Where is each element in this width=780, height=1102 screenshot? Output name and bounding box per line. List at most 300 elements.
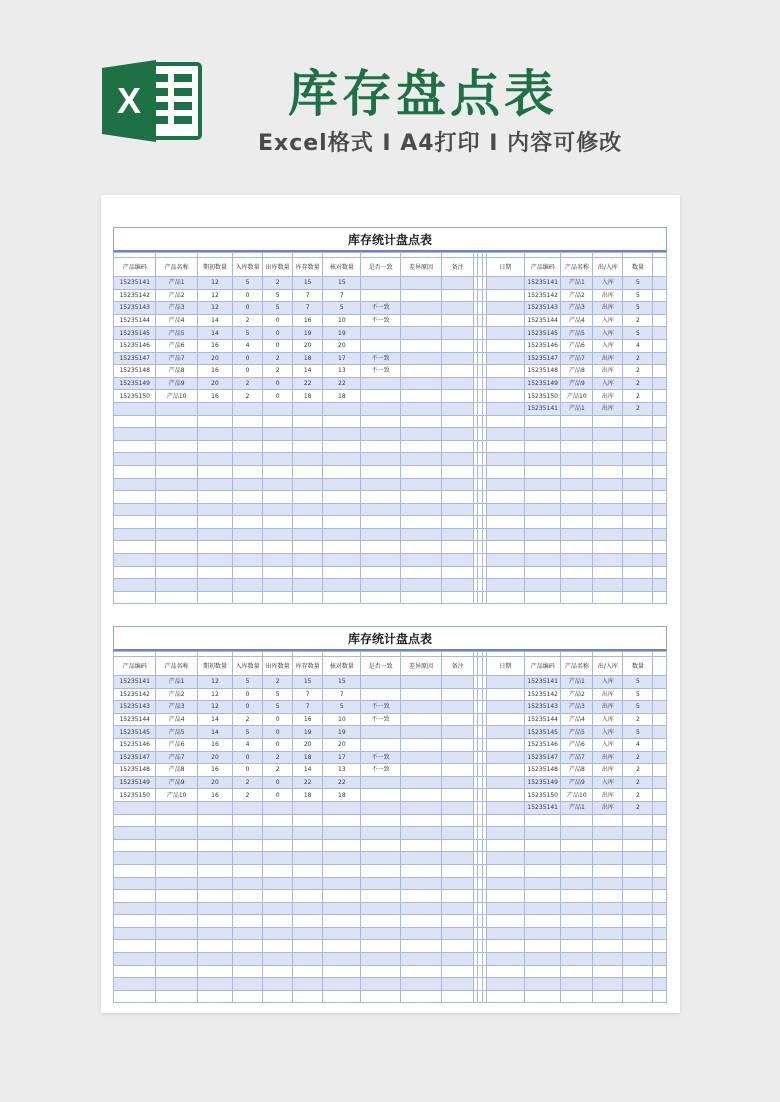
- empty-cell[interactable]: [400, 503, 441, 516]
- table-cell[interactable]: [400, 789, 441, 802]
- empty-cell[interactable]: [263, 528, 293, 541]
- table-cell[interactable]: 20: [323, 339, 361, 352]
- table-cell[interactable]: 17: [323, 751, 361, 764]
- empty-cell[interactable]: [653, 953, 667, 966]
- empty-cell[interactable]: [233, 915, 263, 928]
- empty-cell[interactable]: [561, 491, 593, 504]
- table-cell[interactable]: [361, 726, 400, 739]
- empty-cell[interactable]: [197, 801, 232, 814]
- empty-cell[interactable]: [263, 453, 293, 466]
- empty-cell[interactable]: [197, 890, 232, 903]
- empty-cell[interactable]: [525, 453, 561, 466]
- empty-cell[interactable]: [156, 877, 197, 890]
- table-cell[interactable]: 15235147: [114, 352, 156, 365]
- table-cell[interactable]: 20: [293, 738, 323, 751]
- empty-cell[interactable]: [197, 814, 232, 827]
- column-header[interactable]: 产品编码: [525, 258, 561, 277]
- table-cell[interactable]: [400, 738, 441, 751]
- table-cell[interactable]: [442, 713, 474, 726]
- empty-cell[interactable]: [623, 566, 653, 579]
- table-cell[interactable]: 20: [197, 776, 232, 789]
- empty-cell[interactable]: [653, 657, 667, 676]
- empty-cell[interactable]: [233, 465, 263, 478]
- empty-cell[interactable]: [114, 591, 156, 604]
- empty-cell[interactable]: [233, 940, 263, 953]
- table-cell[interactable]: 产品3: [561, 701, 593, 714]
- table-cell[interactable]: 产品1: [561, 676, 593, 689]
- table-cell[interactable]: [400, 352, 441, 365]
- empty-cell[interactable]: [400, 839, 441, 852]
- empty-cell[interactable]: [323, 402, 361, 415]
- table-cell[interactable]: 产品5: [561, 327, 593, 340]
- empty-cell[interactable]: [293, 990, 323, 1003]
- empty-cell[interactable]: [156, 478, 197, 491]
- table-cell[interactable]: [486, 676, 524, 689]
- table-cell[interactable]: [442, 789, 474, 802]
- table-cell[interactable]: 15235141: [525, 676, 561, 689]
- empty-cell[interactable]: [525, 839, 561, 852]
- empty-cell[interactable]: [197, 852, 232, 865]
- table-cell[interactable]: 7: [293, 289, 323, 302]
- empty-cell[interactable]: [197, 839, 232, 852]
- empty-cell[interactable]: [486, 453, 524, 466]
- table-cell[interactable]: 产品3: [156, 701, 197, 714]
- table-cell[interactable]: 15235143: [114, 302, 156, 315]
- table-cell[interactable]: [486, 764, 524, 777]
- table-cell[interactable]: 产品8: [156, 764, 197, 777]
- table-cell[interactable]: [442, 726, 474, 739]
- column-header[interactable]: 日期: [486, 657, 524, 676]
- empty-cell[interactable]: [653, 478, 667, 491]
- table-cell[interactable]: 18: [323, 390, 361, 403]
- table-cell[interactable]: 出库: [593, 365, 623, 378]
- empty-cell[interactable]: [114, 801, 156, 814]
- empty-cell[interactable]: [561, 516, 593, 529]
- empty-cell[interactable]: [486, 927, 524, 940]
- empty-cell[interactable]: [114, 503, 156, 516]
- empty-cell[interactable]: [361, 554, 400, 567]
- table-cell[interactable]: 18: [293, 390, 323, 403]
- empty-cell[interactable]: [156, 953, 197, 966]
- empty-cell[interactable]: [623, 503, 653, 516]
- empty-cell[interactable]: [486, 566, 524, 579]
- empty-cell[interactable]: [593, 453, 623, 466]
- table-cell[interactable]: 15235149: [525, 377, 561, 390]
- table-cell[interactable]: 15235146: [525, 738, 561, 751]
- table-cell[interactable]: 12: [197, 289, 232, 302]
- table-cell[interactable]: [442, 314, 474, 327]
- empty-cell[interactable]: [293, 890, 323, 903]
- empty-cell[interactable]: [233, 852, 263, 865]
- empty-cell[interactable]: [197, 864, 232, 877]
- empty-cell[interactable]: [442, 440, 474, 453]
- table-cell[interactable]: [442, 352, 474, 365]
- table-cell[interactable]: 0: [263, 327, 293, 340]
- table-cell[interactable]: 0: [263, 377, 293, 390]
- empty-cell[interactable]: [593, 554, 623, 567]
- table-cell[interactable]: 15235142: [114, 289, 156, 302]
- empty-cell[interactable]: [293, 402, 323, 415]
- table-cell[interactable]: [400, 764, 441, 777]
- empty-cell[interactable]: [233, 491, 263, 504]
- empty-cell[interactable]: [525, 852, 561, 865]
- empty-cell[interactable]: [323, 978, 361, 991]
- empty-cell[interactable]: [593, 465, 623, 478]
- empty-cell[interactable]: [623, 440, 653, 453]
- empty-cell[interactable]: [323, 827, 361, 840]
- table-cell[interactable]: [442, 776, 474, 789]
- table-cell[interactable]: 15235142: [525, 688, 561, 701]
- empty-cell[interactable]: [263, 902, 293, 915]
- table-cell[interactable]: 产品5: [156, 327, 197, 340]
- empty-cell[interactable]: [442, 839, 474, 852]
- table-cell[interactable]: 2: [623, 390, 653, 403]
- empty-cell[interactable]: [114, 890, 156, 903]
- table-cell[interactable]: [486, 688, 524, 701]
- table-cell[interactable]: [442, 688, 474, 701]
- table-cell[interactable]: 2: [233, 314, 263, 327]
- empty-cell[interactable]: [561, 528, 593, 541]
- table-cell[interactable]: 12: [197, 302, 232, 315]
- table-cell[interactable]: 22: [293, 776, 323, 789]
- empty-cell[interactable]: [263, 864, 293, 877]
- empty-cell[interactable]: [156, 440, 197, 453]
- table-cell[interactable]: [486, 751, 524, 764]
- table-cell[interactable]: 5: [623, 302, 653, 315]
- empty-cell[interactable]: [233, 566, 263, 579]
- empty-cell[interactable]: [400, 554, 441, 567]
- column-header[interactable]: 库存数量: [293, 657, 323, 676]
- empty-cell[interactable]: [486, 814, 524, 827]
- empty-cell[interactable]: [293, 927, 323, 940]
- empty-cell[interactable]: [623, 554, 653, 567]
- table-cell[interactable]: 15235148: [114, 365, 156, 378]
- empty-cell[interactable]: [323, 516, 361, 529]
- empty-cell[interactable]: [114, 491, 156, 504]
- empty-cell[interactable]: [293, 491, 323, 504]
- table-cell[interactable]: 18: [293, 352, 323, 365]
- table-cell[interactable]: 4: [623, 738, 653, 751]
- table-cell[interactable]: 5: [233, 327, 263, 340]
- empty-cell[interactable]: [323, 591, 361, 604]
- table-cell[interactable]: 入库: [593, 776, 623, 789]
- empty-cell[interactable]: [653, 516, 667, 529]
- table-cell[interactable]: [400, 751, 441, 764]
- table-cell[interactable]: 0: [263, 713, 293, 726]
- empty-cell[interactable]: [593, 528, 623, 541]
- empty-cell[interactable]: [561, 415, 593, 428]
- empty-cell[interactable]: [263, 478, 293, 491]
- table-cell[interactable]: 15235144: [114, 314, 156, 327]
- empty-cell[interactable]: [361, 516, 400, 529]
- empty-cell[interactable]: [623, 927, 653, 940]
- column-header[interactable]: 产品编码: [114, 258, 156, 277]
- empty-cell[interactable]: [197, 940, 232, 953]
- column-header[interactable]: 差异原因: [400, 657, 441, 676]
- empty-cell[interactable]: [653, 688, 667, 701]
- table-cell[interactable]: 不一致: [361, 751, 400, 764]
- empty-cell[interactable]: [323, 839, 361, 852]
- table-cell[interactable]: 产品10: [561, 789, 593, 802]
- empty-cell[interactable]: [561, 814, 593, 827]
- empty-cell[interactable]: [293, 953, 323, 966]
- empty-cell[interactable]: [263, 440, 293, 453]
- table-cell[interactable]: 15235142: [525, 289, 561, 302]
- empty-cell[interactable]: [623, 902, 653, 915]
- empty-cell[interactable]: [293, 940, 323, 953]
- table-cell[interactable]: 产品4: [561, 713, 593, 726]
- table-cell[interactable]: 20: [197, 352, 232, 365]
- table-cell[interactable]: [400, 289, 441, 302]
- table-cell[interactable]: 15235143: [114, 701, 156, 714]
- empty-cell[interactable]: [525, 902, 561, 915]
- table-cell[interactable]: [442, 339, 474, 352]
- empty-cell[interactable]: [323, 890, 361, 903]
- empty-cell[interactable]: [361, 465, 400, 478]
- table-cell[interactable]: 2: [263, 352, 293, 365]
- column-header[interactable]: 出/入库: [593, 258, 623, 277]
- empty-cell[interactable]: [361, 541, 400, 554]
- empty-cell[interactable]: [442, 541, 474, 554]
- empty-cell[interactable]: [233, 902, 263, 915]
- table-cell[interactable]: 16: [197, 365, 232, 378]
- table-cell[interactable]: 入库: [593, 713, 623, 726]
- table-cell[interactable]: 出库: [593, 801, 623, 814]
- table-cell[interactable]: 5: [263, 302, 293, 315]
- table-cell[interactable]: 产品9: [156, 776, 197, 789]
- empty-cell[interactable]: [653, 965, 667, 978]
- empty-cell[interactable]: [233, 978, 263, 991]
- table-cell[interactable]: 2: [623, 801, 653, 814]
- empty-cell[interactable]: [361, 990, 400, 1003]
- empty-cell[interactable]: [486, 554, 524, 567]
- table-cell[interactable]: [486, 713, 524, 726]
- table-cell[interactable]: 14: [197, 314, 232, 327]
- table-cell[interactable]: 产品7: [561, 352, 593, 365]
- empty-cell[interactable]: [197, 428, 232, 441]
- empty-cell[interactable]: [561, 852, 593, 865]
- empty-cell[interactable]: [442, 428, 474, 441]
- table-cell[interactable]: 15: [293, 277, 323, 290]
- empty-cell[interactable]: [653, 927, 667, 940]
- empty-cell[interactable]: [361, 927, 400, 940]
- empty-cell[interactable]: [561, 864, 593, 877]
- table-cell[interactable]: [442, 377, 474, 390]
- empty-cell[interactable]: [293, 478, 323, 491]
- table-cell[interactable]: 不一致: [361, 352, 400, 365]
- empty-cell[interactable]: [323, 927, 361, 940]
- table-cell[interactable]: 产品8: [156, 365, 197, 378]
- empty-cell[interactable]: [400, 801, 441, 814]
- empty-cell[interactable]: [442, 890, 474, 903]
- empty-cell[interactable]: [233, 579, 263, 592]
- table-cell[interactable]: 出库: [593, 390, 623, 403]
- table-cell[interactable]: [486, 726, 524, 739]
- empty-cell[interactable]: [442, 927, 474, 940]
- empty-cell[interactable]: [486, 890, 524, 903]
- empty-cell[interactable]: [197, 503, 232, 516]
- table-cell[interactable]: [400, 390, 441, 403]
- table-cell[interactable]: 2: [263, 676, 293, 689]
- empty-cell[interactable]: [114, 965, 156, 978]
- table-cell[interactable]: 5: [623, 701, 653, 714]
- empty-cell[interactable]: [156, 503, 197, 516]
- empty-cell[interactable]: [653, 764, 667, 777]
- empty-cell[interactable]: [114, 990, 156, 1003]
- empty-cell[interactable]: [442, 965, 474, 978]
- table-cell[interactable]: 19: [293, 726, 323, 739]
- table-cell[interactable]: 5: [623, 726, 653, 739]
- table-cell[interactable]: 不一致: [361, 764, 400, 777]
- empty-cell[interactable]: [197, 827, 232, 840]
- table-cell[interactable]: 16: [197, 390, 232, 403]
- empty-cell[interactable]: [442, 990, 474, 1003]
- table-cell[interactable]: 入库: [593, 738, 623, 751]
- table-cell[interactable]: 19: [323, 327, 361, 340]
- empty-cell[interactable]: [156, 890, 197, 903]
- empty-cell[interactable]: [623, 491, 653, 504]
- empty-cell[interactable]: [653, 852, 667, 865]
- empty-cell[interactable]: [653, 428, 667, 441]
- empty-cell[interactable]: [114, 902, 156, 915]
- table-cell[interactable]: 15235150: [525, 390, 561, 403]
- empty-cell[interactable]: [400, 953, 441, 966]
- empty-cell[interactable]: [323, 566, 361, 579]
- column-header[interactable]: 出库数量: [263, 258, 293, 277]
- column-header[interactable]: 库存数量: [293, 258, 323, 277]
- empty-cell[interactable]: [361, 440, 400, 453]
- empty-cell[interactable]: [400, 877, 441, 890]
- empty-cell[interactable]: [156, 579, 197, 592]
- empty-cell[interactable]: [561, 902, 593, 915]
- empty-cell[interactable]: [263, 953, 293, 966]
- table-cell[interactable]: 10: [323, 314, 361, 327]
- table-cell[interactable]: 产品8: [561, 764, 593, 777]
- empty-cell[interactable]: [653, 738, 667, 751]
- inventory-table[interactable]: [113, 651, 667, 1003]
- table-cell[interactable]: 20: [197, 751, 232, 764]
- table-cell[interactable]: 0: [233, 751, 263, 764]
- table-cell[interactable]: 2: [233, 377, 263, 390]
- empty-cell[interactable]: [263, 579, 293, 592]
- table-cell[interactable]: [400, 726, 441, 739]
- empty-cell[interactable]: [263, 801, 293, 814]
- empty-cell[interactable]: [293, 814, 323, 827]
- table-cell[interactable]: 15235148: [525, 365, 561, 378]
- table-cell[interactable]: [361, 776, 400, 789]
- empty-cell[interactable]: [197, 478, 232, 491]
- empty-cell[interactable]: [486, 864, 524, 877]
- empty-cell[interactable]: [233, 554, 263, 567]
- empty-cell[interactable]: [156, 415, 197, 428]
- empty-cell[interactable]: [593, 940, 623, 953]
- table-cell[interactable]: [361, 277, 400, 290]
- empty-cell[interactable]: [293, 566, 323, 579]
- table-cell[interactable]: 4: [233, 738, 263, 751]
- table-cell[interactable]: 产品9: [561, 776, 593, 789]
- table-cell[interactable]: 2: [233, 776, 263, 789]
- empty-cell[interactable]: [323, 478, 361, 491]
- table-cell[interactable]: [486, 402, 524, 415]
- table-cell[interactable]: 15235145: [114, 327, 156, 340]
- table-cell[interactable]: 17: [323, 352, 361, 365]
- column-header[interactable]: 备注: [442, 258, 474, 277]
- column-header[interactable]: 差异原因: [400, 258, 441, 277]
- empty-cell[interactable]: [653, 327, 667, 340]
- empty-cell[interactable]: [323, 801, 361, 814]
- table-cell[interactable]: 入库: [593, 726, 623, 739]
- table-cell[interactable]: 产品2: [156, 688, 197, 701]
- empty-cell[interactable]: [525, 978, 561, 991]
- table-cell[interactable]: 14: [197, 713, 232, 726]
- table-cell[interactable]: [400, 365, 441, 378]
- empty-cell[interactable]: [233, 827, 263, 840]
- table-cell[interactable]: [361, 327, 400, 340]
- empty-cell[interactable]: [400, 978, 441, 991]
- empty-cell[interactable]: [653, 491, 667, 504]
- empty-cell[interactable]: [400, 491, 441, 504]
- empty-cell[interactable]: [442, 503, 474, 516]
- empty-cell[interactable]: [263, 852, 293, 865]
- table-cell[interactable]: 15235148: [114, 764, 156, 777]
- table-cell[interactable]: 15235147: [525, 751, 561, 764]
- empty-cell[interactable]: [233, 990, 263, 1003]
- empty-cell[interactable]: [623, 579, 653, 592]
- empty-cell[interactable]: [593, 827, 623, 840]
- inventory-table[interactable]: [113, 252, 667, 604]
- empty-cell[interactable]: [233, 440, 263, 453]
- empty-cell[interactable]: [525, 566, 561, 579]
- empty-cell[interactable]: [593, 915, 623, 928]
- table-cell[interactable]: 产品3: [561, 302, 593, 315]
- empty-cell[interactable]: [653, 277, 667, 290]
- table-cell[interactable]: [400, 314, 441, 327]
- table-cell[interactable]: 15235146: [114, 738, 156, 751]
- empty-cell[interactable]: [156, 965, 197, 978]
- empty-cell[interactable]: [442, 940, 474, 953]
- empty-cell[interactable]: [197, 591, 232, 604]
- table-cell[interactable]: 0: [263, 390, 293, 403]
- empty-cell[interactable]: [263, 877, 293, 890]
- empty-cell[interactable]: [361, 579, 400, 592]
- empty-cell[interactable]: [442, 953, 474, 966]
- empty-cell[interactable]: [561, 440, 593, 453]
- empty-cell[interactable]: [593, 591, 623, 604]
- empty-cell[interactable]: [561, 541, 593, 554]
- empty-cell[interactable]: [361, 877, 400, 890]
- empty-cell[interactable]: [623, 415, 653, 428]
- table-cell[interactable]: 5: [263, 701, 293, 714]
- empty-cell[interactable]: [293, 839, 323, 852]
- empty-cell[interactable]: [653, 541, 667, 554]
- empty-cell[interactable]: [400, 591, 441, 604]
- empty-cell[interactable]: [486, 541, 524, 554]
- empty-cell[interactable]: [263, 566, 293, 579]
- table-cell[interactable]: 15235144: [525, 314, 561, 327]
- column-header[interactable]: 核对数量: [323, 657, 361, 676]
- table-cell[interactable]: 出库: [593, 289, 623, 302]
- empty-cell[interactable]: [486, 465, 524, 478]
- empty-cell[interactable]: [293, 465, 323, 478]
- table-cell[interactable]: [442, 277, 474, 290]
- table-cell[interactable]: 入库: [593, 277, 623, 290]
- empty-cell[interactable]: [197, 990, 232, 1003]
- empty-cell[interactable]: [653, 402, 667, 415]
- empty-cell[interactable]: [653, 801, 667, 814]
- empty-cell[interactable]: [400, 516, 441, 529]
- table-cell[interactable]: [442, 289, 474, 302]
- empty-cell[interactable]: [561, 453, 593, 466]
